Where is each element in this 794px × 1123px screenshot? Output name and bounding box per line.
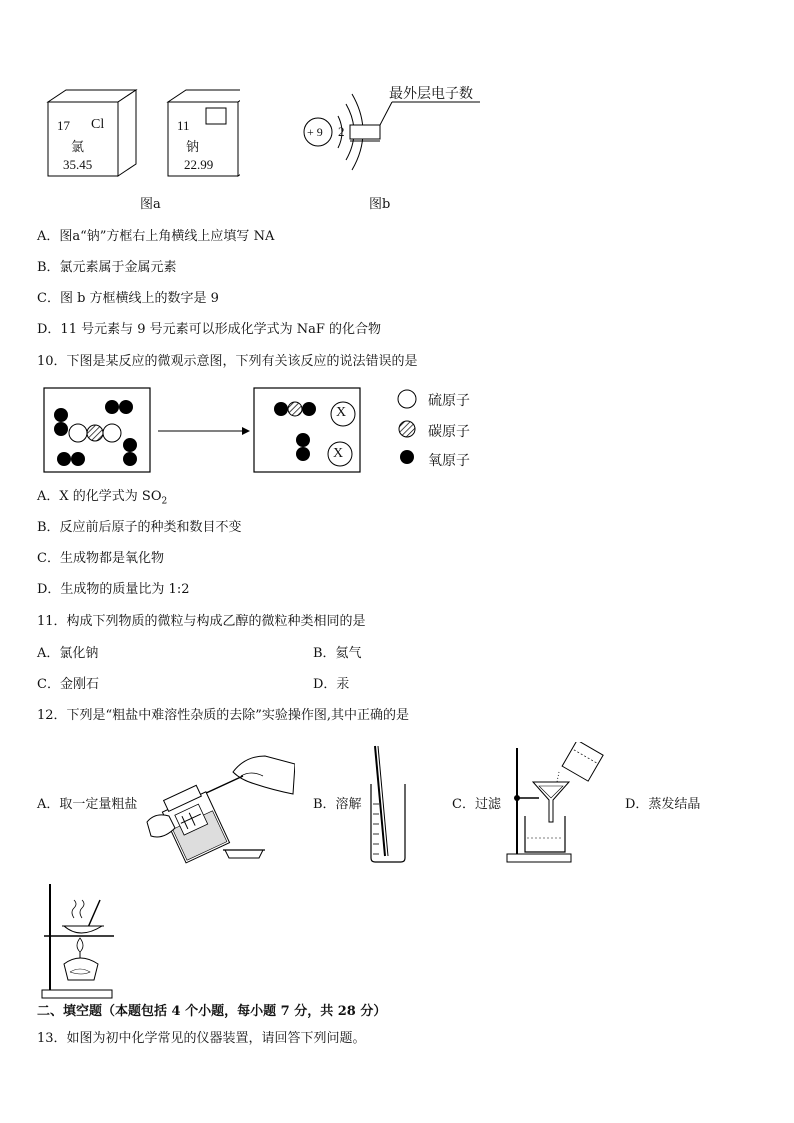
section-2-title: 二、填空题（本题包括 4 个小题，每小题 7 分，共 28 分） — [37, 1004, 387, 1019]
figure-a — [40, 88, 240, 188]
legend-carbon: 碳原子 — [428, 424, 470, 440]
q10-option-a: A．X 的化学式为 $SO_2$ — [37, 489, 168, 507]
product-x-label-1: X — [336, 405, 347, 420]
q10-option-d: D．生成物的质量比为 1:2 — [37, 582, 190, 597]
q11-stem: 11．构成下列物质的微粒与构成乙醇的微粒种类相同的是 — [37, 614, 366, 629]
cl-symbol: Cl — [91, 117, 105, 132]
nucleus-charge: + 9 — [307, 125, 323, 139]
na-atomic-number: 11 — [177, 118, 190, 133]
q12-option-b: B．溶解 — [313, 797, 362, 812]
legend-symbols — [398, 390, 416, 464]
evaporation-illustration — [40, 880, 125, 1000]
filtration-illustration — [503, 742, 608, 864]
q9-option-c: C．图 b 方框横线上的数字是 9 — [37, 291, 219, 306]
q12-option-c: C．过滤 — [452, 797, 501, 812]
figure-b-caption: 图b — [369, 197, 391, 212]
product-x-label-2: X — [333, 446, 344, 461]
q9-option-d: D．11 号元素与 9 号元素可以形成化学式为 NaF 的化合物 — [37, 322, 382, 337]
na-mass: 22.99 — [184, 157, 214, 172]
na-name: 钠 — [186, 140, 200, 155]
inner-shell-electrons: 2 — [338, 124, 345, 139]
q12-stem: 12．下列是“粗盐中难溶性杂质的去除”实验操作图,其中正确的是 — [37, 708, 409, 723]
take-salt-illustration — [145, 750, 295, 865]
q13-stem: 13．如图为初中化学常见的仪器装置，请回答下列问题。 — [37, 1031, 366, 1046]
figure-a-caption: 图a — [140, 197, 161, 212]
q9-option-a: A．图a“钠”方框右上角横线上应填写 NA — [37, 229, 275, 244]
q10-reaction-diagram — [40, 384, 480, 476]
q11-option-c: C．金刚石 — [37, 677, 99, 692]
legend-sulfur: 硫原子 — [428, 393, 470, 409]
outer-electron-callout: 最外层电子数 — [389, 86, 473, 102]
q9-option-b: B．氯元素属于金属元素 — [37, 260, 177, 275]
q10-stem: 10．下图是某反应的微观示意图，下列有关该反应的说法错误的是 — [37, 354, 418, 369]
cl-name: 氯 — [71, 140, 85, 155]
q11-option-d: D．汞 — [313, 677, 350, 692]
cl-atomic-number: 17 — [57, 118, 70, 133]
q11-option-a: A．氯化钠 — [37, 646, 99, 661]
q12-option-a: A．取一定量粗盐 — [37, 797, 138, 812]
legend-oxygen: 氧原子 — [428, 453, 470, 469]
q10-option-b: B．反应前后原子的种类和数目不变 — [37, 520, 242, 535]
cl-mass: 35.45 — [63, 157, 93, 172]
q11-option-b: B．氦气 — [313, 646, 362, 661]
q12-option-d: D．蒸发结晶 — [625, 797, 701, 812]
dissolve-illustration — [365, 744, 410, 864]
q10-option-c: C．生成物都是氧化物 — [37, 551, 164, 566]
